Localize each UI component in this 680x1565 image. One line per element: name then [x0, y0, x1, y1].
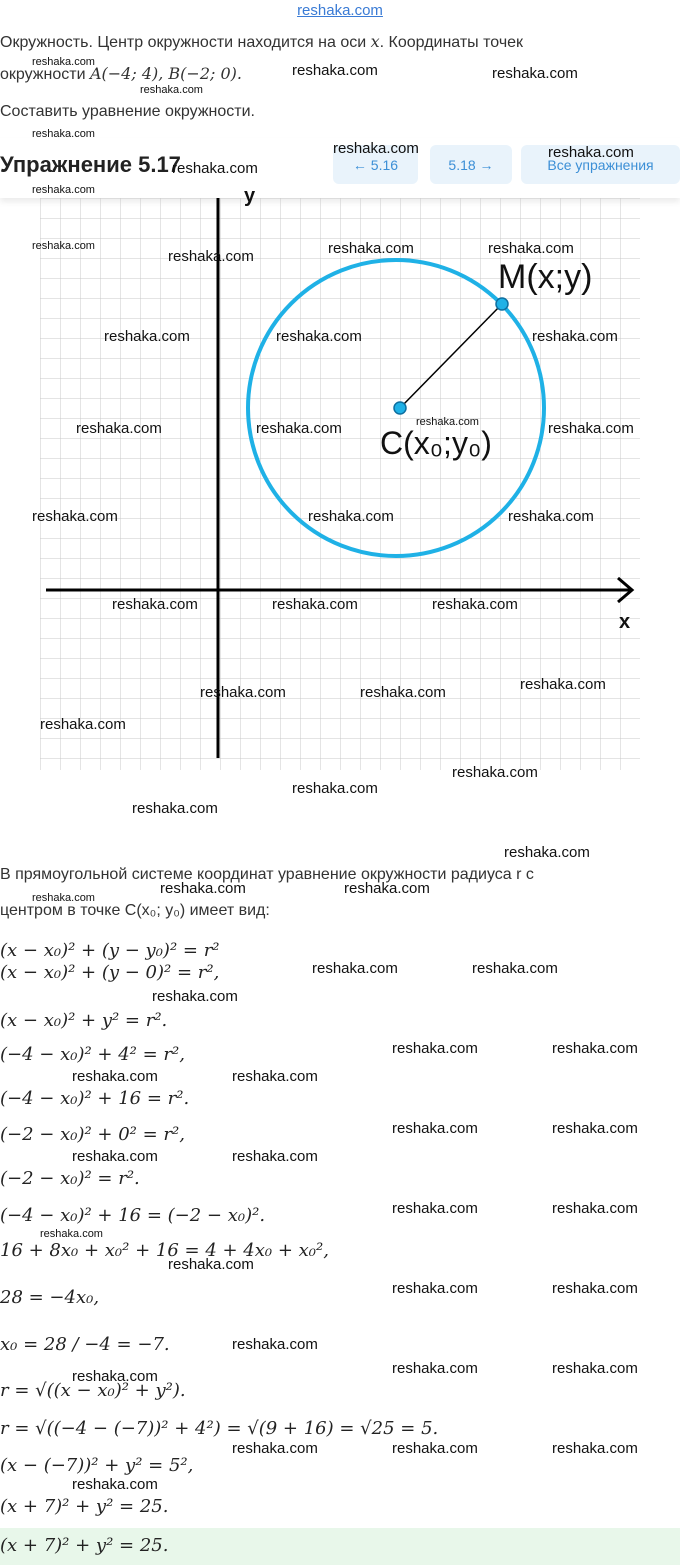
label-c: C(x₀;y₀): [380, 425, 492, 461]
watermark: reshaka.com: [552, 1200, 638, 1217]
task-text-1b: . Координаты точек: [379, 34, 524, 51]
all-exercises-button[interactable]: Все упражнения: [521, 145, 680, 184]
equation-line: r = √((−4 − (−7))² + 4²) = √(9 + 16) = √25 = 5.: [0, 1418, 439, 1439]
watermark: reshaka.com: [432, 596, 518, 613]
watermark: reshaka.com: [200, 684, 286, 701]
watermark: reshaka.com: [32, 128, 95, 140]
watermark: reshaka.com: [308, 508, 394, 525]
next-exercise-button[interactable]: 5.18 →: [430, 145, 512, 184]
watermark: reshaka.com: [416, 416, 479, 428]
watermark: reshaka.com: [112, 596, 198, 613]
equation-line: r = √((x − x₀)² + y²).: [0, 1380, 186, 1401]
equation-line: (x − x₀)² + (y − y₀)² = r²: [0, 940, 220, 961]
equation-line: (−2 − x₀)² = r².: [0, 1168, 140, 1189]
watermark: reshaka.com: [76, 420, 162, 437]
watermark: reshaka.com: [32, 240, 95, 252]
watermark: reshaka.com: [72, 1148, 158, 1165]
watermark: reshaka.com: [32, 184, 95, 196]
watermark: reshaka.com: [232, 1068, 318, 1085]
label-y-axis: y: [244, 185, 256, 207]
watermark: reshaka.com: [292, 780, 378, 797]
watermark: reshaka.com: [132, 800, 218, 817]
center-point: [394, 402, 406, 414]
task-text-2a: окружности: [0, 66, 90, 83]
point-m: [496, 298, 508, 310]
watermark: reshaka.com: [32, 56, 95, 68]
watermark: reshaka.com: [40, 1228, 103, 1240]
watermark: reshaka.com: [276, 328, 362, 345]
task-var-x: x: [370, 32, 380, 51]
watermark: reshaka.com: [160, 880, 246, 897]
watermark: reshaka.com: [72, 1068, 158, 1085]
watermark: reshaka.com: [40, 716, 126, 733]
watermark: reshaka.com: [552, 1040, 638, 1057]
watermark: reshaka.com: [333, 140, 419, 157]
label-m: M(x;y): [498, 258, 593, 296]
watermark: reshaka.com: [392, 1440, 478, 1457]
watermark: reshaka.com: [520, 676, 606, 693]
watermark: reshaka.com: [552, 1120, 638, 1137]
explanation-line-2: центром в точке C(x₀; y₀) имеет вид:: [0, 902, 270, 919]
equation-line: (x − x₀)² + y² = r².: [0, 1010, 168, 1031]
equation-line: (−4 − x₀)² + 16 = (−2 − x₀)².: [0, 1205, 266, 1226]
watermark: reshaka.com: [392, 1040, 478, 1057]
watermark: reshaka.com: [492, 65, 578, 82]
watermark: reshaka.com: [344, 880, 430, 897]
watermark: reshaka.com: [552, 1360, 638, 1377]
equation-line: (x − (−7))² + y² = 5²,: [0, 1455, 194, 1476]
watermark: reshaka.com: [232, 1148, 318, 1165]
task-line-1: [0, 28, 620, 57]
watermark: reshaka.com: [72, 1476, 158, 1493]
watermark: reshaka.com: [552, 1280, 638, 1297]
equation-line: (x + 7)² + y² = 25.: [0, 1496, 169, 1517]
equation-line: (x − x₀)² + (y − 0)² = r²,: [0, 962, 220, 983]
site-link[interactable]: reshaka.com: [297, 2, 383, 19]
prev-exercise-button[interactable]: ← 5.16: [333, 145, 418, 184]
equation-line: (−4 − x₀)² + 4² = r²,: [0, 1044, 185, 1065]
task-line-3: Составить уравнение окружности.: [0, 103, 255, 120]
watermark: reshaka.com: [508, 508, 594, 525]
watermark: reshaka.com: [32, 508, 118, 525]
watermark: reshaka.com: [548, 144, 634, 161]
watermark: reshaka.com: [168, 1256, 254, 1273]
answer-equation: (x + 7)² + y² = 25.: [0, 1535, 169, 1556]
watermark: reshaka.com: [72, 1368, 158, 1385]
watermark: reshaka.com: [32, 892, 95, 904]
equation-line: (−2 − x₀)² + 0² = r²,: [0, 1124, 185, 1145]
equation-line: x₀ = 28 / −4 = −7.: [0, 1334, 170, 1355]
equation-line: 16 + 8x₀ + x₀² + 16 = 4 + 4x₀ + x₀²,: [0, 1240, 329, 1261]
watermark: reshaka.com: [532, 328, 618, 345]
watermark: reshaka.com: [548, 420, 634, 437]
watermark: reshaka.com: [140, 84, 203, 96]
watermark: reshaka.com: [392, 1280, 478, 1297]
exercise-title: Упражнение 5.17: [0, 152, 181, 177]
watermark: reshaka.com: [232, 1440, 318, 1457]
watermark: reshaka.com: [392, 1200, 478, 1217]
watermark: reshaka.com: [392, 1120, 478, 1137]
watermark: reshaka.com: [504, 844, 590, 861]
watermark: reshaka.com: [292, 62, 378, 79]
watermark: reshaka.com: [552, 1440, 638, 1457]
watermark: reshaka.com: [472, 960, 558, 977]
watermark: reshaka.com: [452, 764, 538, 781]
watermark: reshaka.com: [172, 160, 258, 177]
watermark: reshaka.com: [360, 684, 446, 701]
watermark: reshaka.com: [232, 1336, 318, 1353]
watermark: reshaka.com: [256, 420, 342, 437]
watermark: reshaka.com: [328, 240, 414, 257]
watermark: reshaka.com: [488, 240, 574, 257]
watermark: reshaka.com: [312, 960, 398, 977]
watermark: reshaka.com: [168, 248, 254, 265]
equation-line: 28 = −4x₀,: [0, 1287, 100, 1308]
watermark: reshaka.com: [152, 988, 238, 1005]
equation-line: (−4 − x₀)² + 16 = r².: [0, 1088, 190, 1109]
label-x-axis: x: [619, 611, 631, 633]
explanation-line-1: В прямоугольной системе координат уравнение окружности радиуса r с: [0, 866, 534, 883]
watermark: reshaka.com: [392, 1360, 478, 1377]
task-points: A(−4; 4), B(−2; 0).: [89, 64, 242, 83]
watermark: reshaka.com: [104, 328, 190, 345]
watermark: reshaka.com: [272, 596, 358, 613]
task-text-1a: Окружность. Центр окружности находится на оси: [0, 34, 371, 51]
